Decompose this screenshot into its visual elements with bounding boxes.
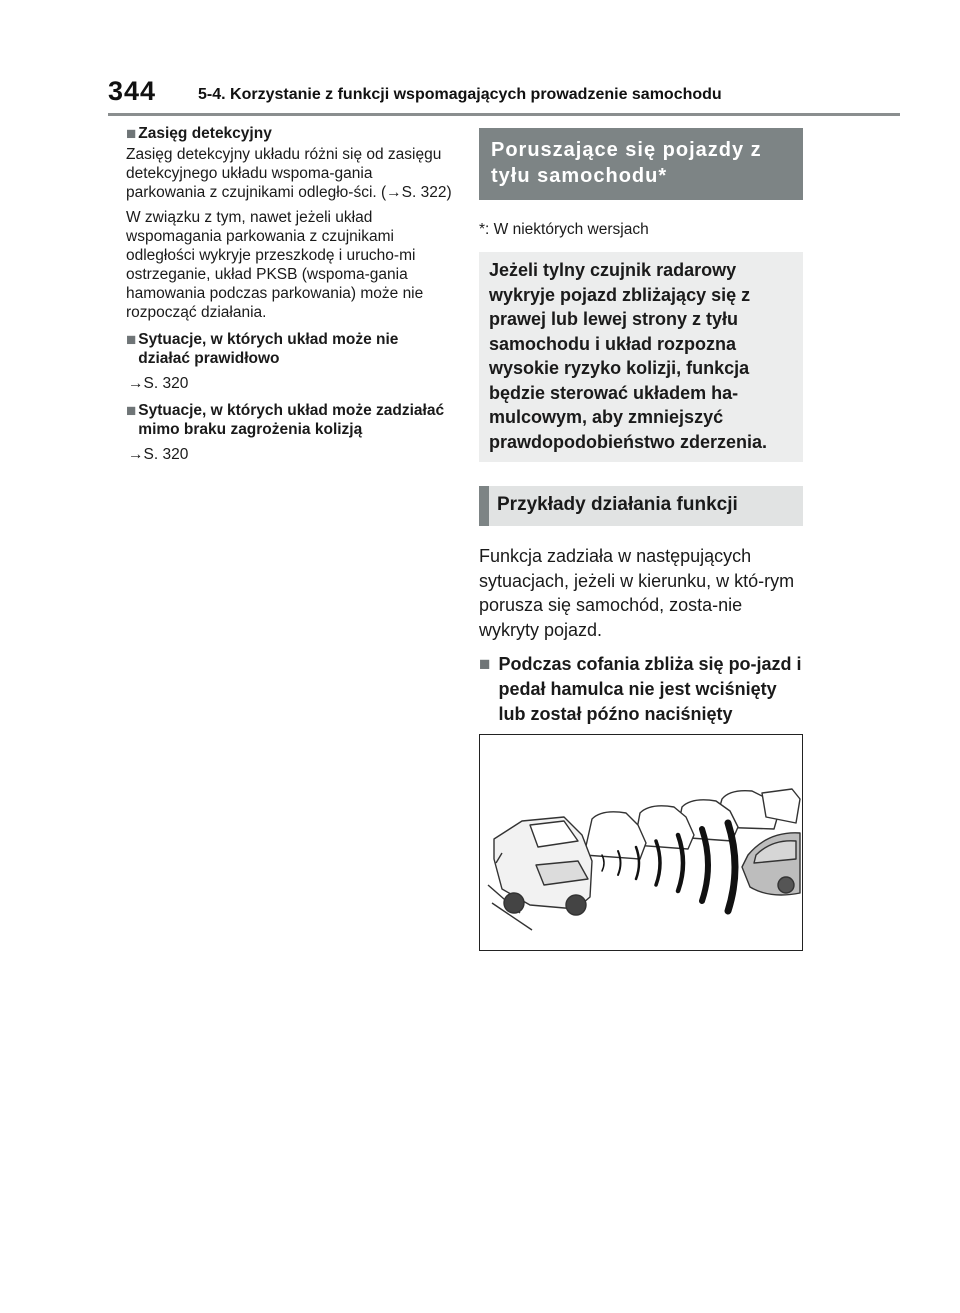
heading-detection-range-text: Zasięg detekcyjny [138,125,272,142]
parking-scene-illustration [480,735,802,950]
page-header [0,0,960,120]
page-reference-link[interactable]: →S. 320 [128,446,189,463]
heading-detection-range [126,124,454,143]
square-bullet-icon: ■ [126,401,137,420]
illustration-reversing-car [479,734,803,951]
square-bullet-icon: ■ [126,124,137,143]
page-number: 344 [108,76,157,106]
parked-car [762,789,800,823]
heading-reversing-case-text: Podczas cofania zbliża się po-jazd i pedał hamulca nie jest wciśnięty lub został późno naciśnięty [498,654,802,724]
paragraph-pksb-note: W związku z tym, nawet jeżeli układ wspomagania parkowania z czujnikami odległości wykryje przeszkodę i urucho-mi ostrzeganie, układ PKSB (wspoma-gania hamowania podczas parkowania) może nie rozpocząć działania. [126,209,424,321]
square-bullet-icon: ■ [126,330,137,349]
paragraph-function-operation: Funkcja zadziała w następujących sytuacjach, jeżeli w kierunku, w któ-rym porusza się samochód, zosta-nie wykryty pojazd. [479,546,795,640]
right-column [479,128,803,727]
reversing-suv [494,817,592,915]
section-band-title: Poruszające się pojazdy z tyłu samochodu* [479,128,803,200]
section-title: Przykłady działania funkcji [479,486,803,526]
heading-may-not-work-text: Sytuacje, w których układ może nie działać prawidłowo [138,331,399,367]
page-reference-link[interactable]: →S. 320 [128,375,189,392]
left-column [126,124,454,464]
header-divider [108,113,900,116]
footnote: *: W niektórych wersjach [479,221,649,238]
chapter-title: 5-4. Korzystanie z funkcji wspomagających prowadzenie samochodu [198,86,722,103]
heading-may-not-work [126,330,454,368]
heading-reversing-case [479,652,803,727]
square-bullet-icon: ■ [479,654,491,675]
heading-false-activation [126,401,454,439]
heading-false-activation-text: Sytuacje, w których układ może zadziałać mimo braku zagrożenia kolizją [138,402,445,438]
summary-box: Jeżeli tylny czujnik radarowy wykryje pojazd zbliżający się z prawej lub lewej strony z tyłu samochodu i układ rozpozna wysokie ryzyko kolizji, funkcja będzie sterować układem ha-mulcowym, aby zmniejszyć prawdopodobieństwo zderzenia. [479,252,803,462]
approaching-car [742,833,800,895]
paragraph-detection-range: Zasięg detekcyjny układu różni się od zasięgu detekcyjnego układu wspoma-gania parkowania z czujnikami odległo-ści. (→S. 322) [126,146,452,201]
